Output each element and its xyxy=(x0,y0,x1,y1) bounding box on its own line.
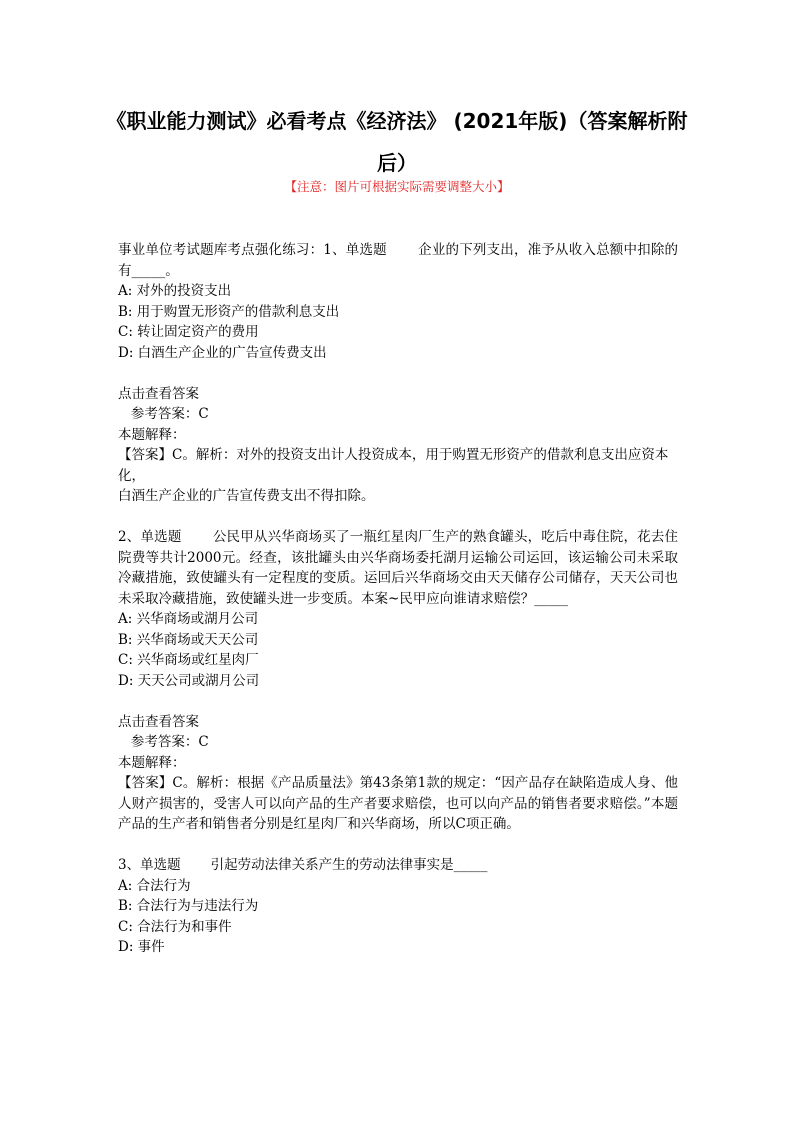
intro-text: 事业单位考试题库考点强化练习： xyxy=(118,242,324,258)
document-title: 《职业能力测试》必看考点《经济法》 (2021年版)（答案解析附后） xyxy=(106,109,688,175)
question-3-option-a: A: 合法行为 xyxy=(118,877,191,894)
question-1-option-d: D: 白酒生产企业的广告宣传费支出 xyxy=(118,344,327,361)
question-3-prefix: 3、单选题 xyxy=(118,857,181,873)
question-2-option-c: C: 兴华商场或红星肉厂 xyxy=(118,652,259,668)
question-2 xyxy=(118,527,678,835)
question-2-view-answer-link[interactable]: 点击查看答案 xyxy=(118,713,199,730)
question-1-reference-answer: 参考答案：C xyxy=(130,406,209,422)
question-1-option-b: B: 用于购置无形资产的借款利息支出 xyxy=(118,303,340,320)
question-1-option-c: C: 转让固定资产的费用 xyxy=(118,324,259,340)
question-2-explanation-label: 本题解释： xyxy=(118,754,186,771)
question-3 xyxy=(118,855,678,958)
question-2-reference-answer: 参考答案：C xyxy=(130,734,209,750)
question-1-stem-line xyxy=(118,240,678,281)
resize-note: 【注意：图片可根据实际需要调整大小】 xyxy=(284,179,510,194)
question-1-view-answer-link[interactable]: 点击查看答案 xyxy=(118,385,199,402)
question-1 xyxy=(118,240,678,507)
question-3-option-c: C: 合法行为和事件 xyxy=(118,918,232,935)
question-2-option-b: B: 兴华商场或天天公司 xyxy=(118,631,259,648)
question-2-option-d: D: 天天公司或湖月公司 xyxy=(118,672,260,689)
question-3-stem-line xyxy=(118,855,678,876)
question-2-option-a: A: 兴华商场或湖月公司 xyxy=(118,611,259,627)
question-2-stem: 公民甲从兴华商场买了一瓶红星肉厂生产的熟食罐头，吃后中毒住院，花去住院费等共计2000元。经查，该批罐头由兴华商场委托湖月运输公司运回，该运输公司未采取冷藏措施，致使罐头有一定程度的变质。运回后兴华商场交由天天储存公司储存，天天公司也未采取冷藏措施，致使罐头进一步变质。本案~民甲应向谁请求赔偿？_____ xyxy=(118,529,679,607)
question-list xyxy=(118,240,678,958)
question-2-explanation: 【答案】C。解析：根据《产品质量法》第43条第1款的规定：“因产品存在缺陷造成人身、他人财产损害的，受害人可以向产品的生产者要求赔偿，也可以向产品的销售者要求赔偿。”本题产品的生产者和销售者分别是红星肉厂和兴华商场，所以C项正确。 xyxy=(118,775,678,832)
question-3-stem: 引起劳动法律关系产生的劳动法律事实是_____ xyxy=(210,857,488,873)
question-3-option-d: D: 事件 xyxy=(118,939,165,955)
question-1-prefix: 1、单选题 xyxy=(323,242,387,258)
question-1-explanation-label: 本题解释： xyxy=(118,426,186,443)
question-3-option-b: B: 合法行为与违法行为 xyxy=(118,898,259,914)
question-1-stem: 企业的下列支出，准予从收入总额中扣除的有_____。 xyxy=(118,242,679,279)
question-2-stem-line xyxy=(118,527,678,609)
question-1-option-a: A: 对外的投资支出 xyxy=(118,283,232,299)
question-2-prefix: 2、单选题 xyxy=(118,529,182,545)
question-1-explanation: 【答案】C。解析：对外的投资支出计人投资成本，用于购置无形资产的借款利息支出应资本化， 白酒生产企业的广告宣传费支出不得扣除。 xyxy=(118,447,669,504)
